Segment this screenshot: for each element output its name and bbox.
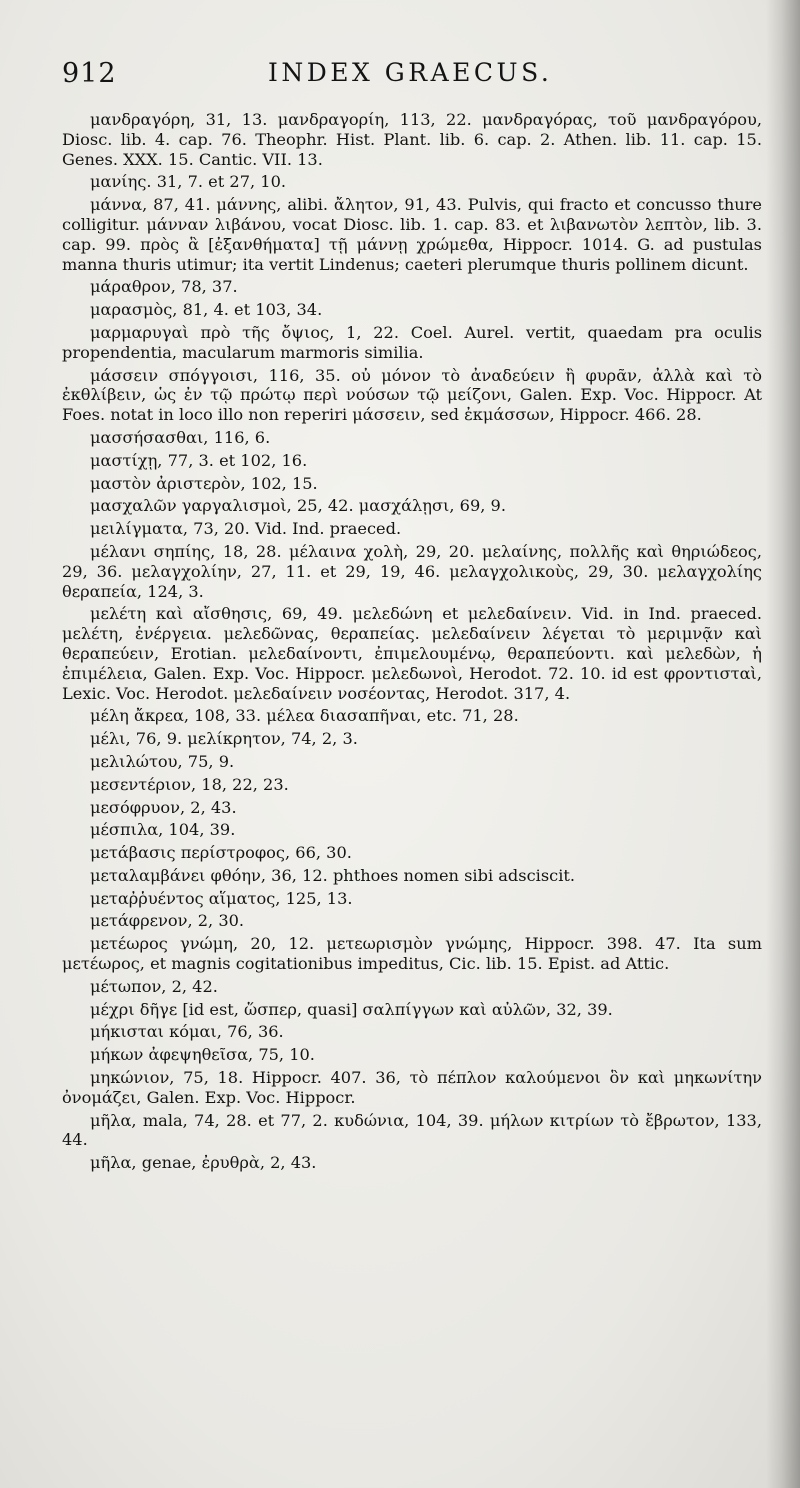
index-entry-marmarygai: μαρμαρυγαὶ πρὸ τῆς ὄψιος, 1, 22. Coel. Aurel. vertit, quaedam pra oculis propendentia, macularum marmoris similia.: [62, 322, 762, 362]
index-entry-meli: μέλι, 76, 9. μελίκρητον, 74, 2, 3.: [90, 729, 358, 749]
index-entry-mesophryon: μεσόφρυον, 2, 43.: [90, 797, 237, 817]
index-entry-metarrhyentos: μεταῤῥυέντος αἵματος, 125, 13.: [90, 888, 353, 908]
index-entries: [62, 110, 762, 1176]
index-entry-maston: μαστὸν ἀριστερὸν, 102, 15.: [90, 473, 318, 493]
index-entry-meiligmata: μειλίγματα, 73, 20. Vid. Ind. praeced.: [90, 519, 402, 539]
index-entry-mespila: μέσπιλα, 104, 39.: [90, 820, 236, 840]
index-entry-mela-mala: μῆλα, mala, 74, 28. et 77, 2. κυδώνια, 104, 39. μήλων κιτρίων τὸ ἔβρωτον, 133, 44.: [62, 1110, 762, 1150]
index-entry-marathron: μάραθρον, 78, 37.: [90, 277, 238, 297]
page-number: 912: [62, 58, 117, 89]
page-header: [62, 58, 752, 94]
index-entry-melete: μελέτη καὶ αἴσθησις, 69, 49. μελεδώνη et μελεδαίνειν. Vid. in Ind. praeced. μελέτη, ἐνέργεια. μελεδῶνας, θεραπείας. μελεδαίνειν λέγεται τὸ μεριμνᾷν καὶ θεραπεύειν, Erotian. μελεδαίνοντι, ἐπιμελουμένῳ, θεραπεύοντι. καὶ μελεδὼν, ἡ ἐπιμέλεια, Galen. Exp. Voc. Hippocr. μελεδωνοὶ, Herodot. 72. 10. id est φροντισταὶ, Lexic. Voc. Herodot. μελεδαίνειν νοσέοντας, Herodot. 317, 4.: [62, 604, 762, 703]
running-head: INDEX GRAECUS.: [268, 58, 553, 87]
index-entry-mekon: μήκων ἀφεψηθεῖσα, 75, 10.: [90, 1045, 315, 1065]
index-entry-metalambanei: μεταλαμβάνει φθόην, 36, 12. phthoes nomen sibi adsciscit.: [90, 865, 576, 885]
index-entry-mandragore: μανδραγόρη, 31, 13. μανδραγορίη, 113, 22. μανδραγόρας, τοῦ μανδραγόρου, Diosc. lib. 4. cap. 76. Theophr. Hist. Plant. lib. 6. cap. 2. Athen. lib. 11. cap. 15. Genes. XXX. 15. Cantic. VII. 13.: [62, 110, 762, 169]
index-entry-metabasis: μετάβασις περίστροφος, 66, 30.: [90, 843, 352, 863]
index-entry-mekonion: μηκώνιον, 75, 18. Hippocr. 407. 36, τὸ πέπλον καλούμενοι ὃν καὶ μηκωνίτην ὀνομάζει, Galen. Exp. Voc. Hippocr.: [62, 1068, 762, 1107]
page-gutter-shadow: [766, 0, 800, 1488]
index-entry-mele: μέλη ἄκρεα, 108, 33. μέλεα διασαπῆναι, etc. 71, 28.: [90, 706, 519, 726]
index-entry-massein: μάσσειν σπόγγοισι, 116, 35. οὐ μόνον τὸ ἀναδεύειν ἢ φυρᾶν, ἀλλὰ καὶ τὸ ἐκθλίβειν, ὡς ἐν τῷ πρώτῳ περὶ νούσων τῷ μείζονι, Galen. Exp. Voc. Hippocr. At Foes. notat in loco illo non reperiri μάσσειν, sed ἐκμάσσων, Hippocr. 466. 28.: [62, 365, 762, 425]
index-entry-maschalon: μασχαλῶν γαργαλισμοὶ, 25, 42. μασχάλῃσι, 69, 9.: [90, 496, 506, 516]
index-entry-mela-genae: μῆλα, genae, ἐρυθρὰ, 2, 43.: [90, 1153, 317, 1173]
index-entry-meteoros: μετέωρος γνώμη, 20, 12. μετεωρισμὸν γνώμης, Hippocr. 398. 47. Ita sum μετέωρος, et magnis cogitationibus impeditus, Cic. lib. 15. Epist. ad Attic.: [62, 934, 762, 974]
index-entry-manna: μάννα, 87, 41. μάννης, alibi. ἄλητον, 91, 43. Pulvis, qui fracto et concusso thure colligitur. μάνναν λιβάνου, vocat Diosc. lib. 1. cap. 83. et λιβανωτὸν λεπτὸν, lib. 3. cap. 99. πρὸς ἃ [ἐξανθήματα] τῇ μάννῃ χρώμεθα, Hippocr. 1014. G. ad pustulas manna thuris utimur; ita vertit Lindenus; caeteri plerumque thuris pollinem dicunt.: [62, 195, 762, 274]
index-entry-manies: μανίης. 31, 7. et 27, 10.: [90, 172, 287, 192]
index-entry-mekistai: μήκισται κόμαι, 76, 36.: [90, 1022, 284, 1042]
index-entry-mastiche: μαστίχῃ, 77, 3. et 102, 16.: [90, 450, 308, 470]
index-entry-marasmos: μαρασμὸς, 81, 4. et 103, 34.: [90, 300, 323, 320]
index-entry-massesasthai: μασσήσασθαι, 116, 6.: [90, 427, 271, 447]
index-entry-metopon: μέτωπον, 2, 42.: [90, 976, 218, 996]
index-entry-metaphrenon: μετάφρενον, 2, 30.: [90, 911, 245, 931]
index-entry-mesenterion: μεσεντέριον, 18, 22, 23.: [90, 774, 289, 794]
index-entry-melani: μέλανι σηπίης, 18, 28. μέλαινα χολὴ, 29, 20. μελαίνης, πολλῆς καὶ θηριώδεος, 29, 36. μελαγχολίην, 27, 11. et 29, 19, 46. μελαγχολικοὺς, 29, 30. μελαγχολίης θεραπεία, 124, 3.: [62, 541, 762, 601]
index-entry-melilotou: μελιλώτου, 75, 9.: [90, 751, 235, 771]
index-entry-mechri: μέχρι δῆγε [id est, ὥσπερ, quasi] σαλπίγγων καὶ αὐλῶν, 32, 39.: [90, 999, 613, 1019]
